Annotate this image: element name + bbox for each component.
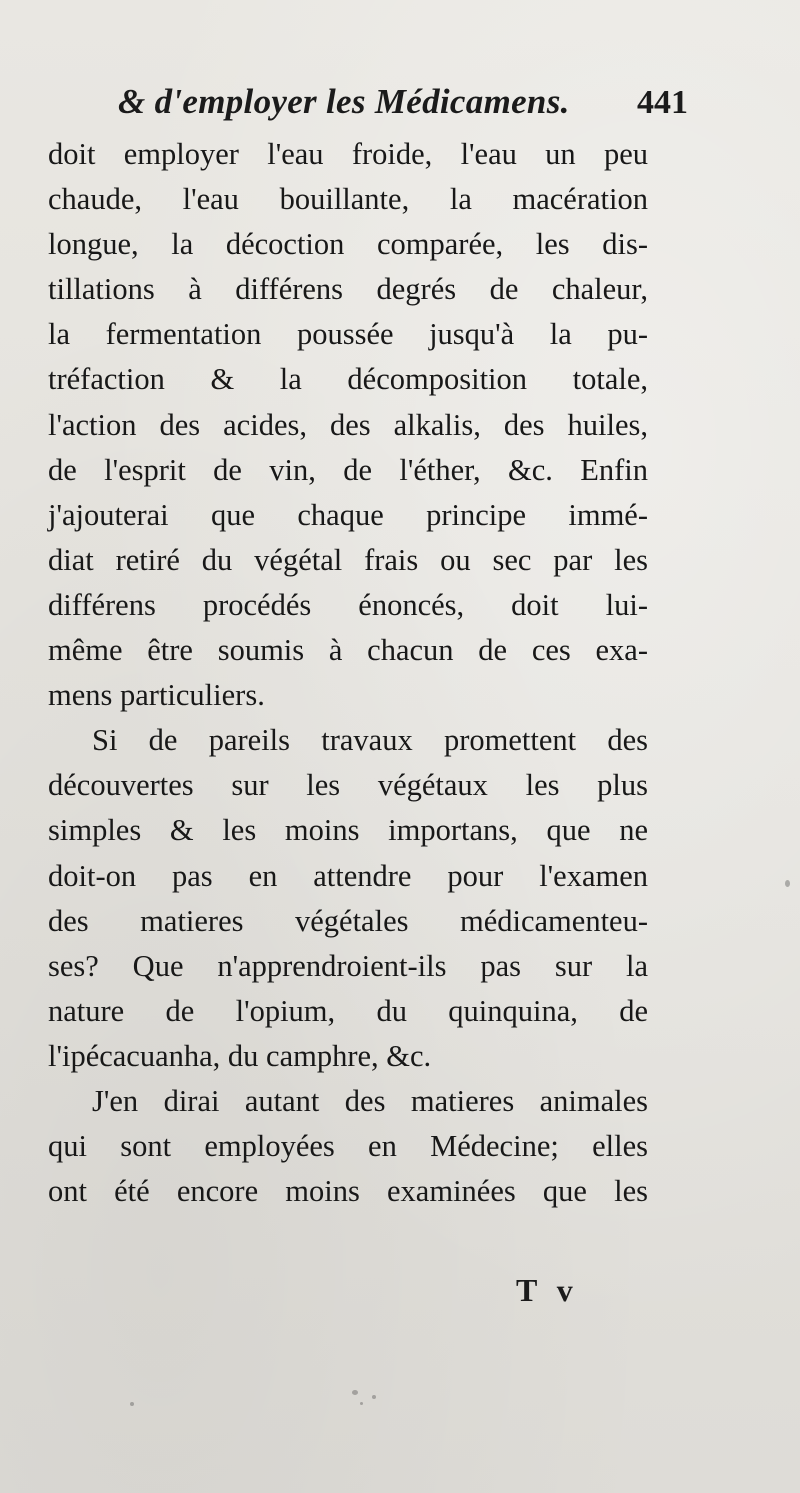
paragraph-start-line: J'en dirai autant des matieres animales [92, 1083, 648, 1118]
text-line: qui sont employées en Médecine; elles [48, 1129, 648, 1164]
text-line: découvertes sur les végétaux les plus [48, 768, 648, 803]
text-line: même être soumis à chacun de ces exa- [48, 633, 648, 668]
text-line: diat retiré du végétal frais ou sec par les [48, 542, 648, 577]
text-line: longue, la décoction comparée, les dis- [48, 227, 648, 262]
text-line: différens procédés énoncés, doit lui- [48, 587, 648, 622]
paper-speck [360, 1402, 363, 1405]
text-line: l'action des acides, des alkalis, des huiles, [48, 407, 648, 442]
paper-speck [352, 1390, 358, 1395]
paper-speck [130, 1402, 134, 1406]
body-text [48, 132, 648, 1214]
text-line: ses? Que n'apprendroient-ils pas sur la [48, 948, 648, 983]
text-line: l'ipécacuanha, du camphre, &c. [48, 1038, 432, 1073]
paper-speck [372, 1395, 376, 1399]
text-line: ont été encore moins examinées que les [48, 1174, 648, 1209]
text-line: chaude, l'eau bouillante, la macération [48, 182, 648, 217]
text-line: j'ajouterai que chaque principe immé- [48, 497, 648, 532]
text-line: nature de l'opium, du quinquina, de [48, 993, 648, 1028]
catchword: T v [516, 1272, 579, 1308]
text-line: tréfaction & la décomposition totale, [48, 362, 648, 397]
text-line: doit-on pas en attendre pour l'examen [48, 858, 648, 893]
page-header [118, 82, 688, 132]
text-line: la fermentation poussée jusqu'à la pu- [48, 317, 648, 352]
text-line: de l'esprit de vin, de l'éther, &c. Enfin [48, 452, 648, 487]
text-line: simples & les moins importans, que ne [48, 813, 648, 848]
text-line: des matieres végétales médicamenteu- [48, 903, 648, 938]
paper-speck [785, 880, 790, 887]
paragraph-start-line: Si de pareils travaux promettent des [92, 723, 648, 758]
text-line: doit employer l'eau froide, l'eau un peu [48, 137, 648, 171]
running-head: & d'employer les Médicamens. [118, 82, 570, 121]
page-number: 441 [637, 84, 688, 121]
text-line: tillations à différens degrés de chaleur, [48, 272, 648, 307]
text-line: mens particuliers. [48, 678, 265, 713]
